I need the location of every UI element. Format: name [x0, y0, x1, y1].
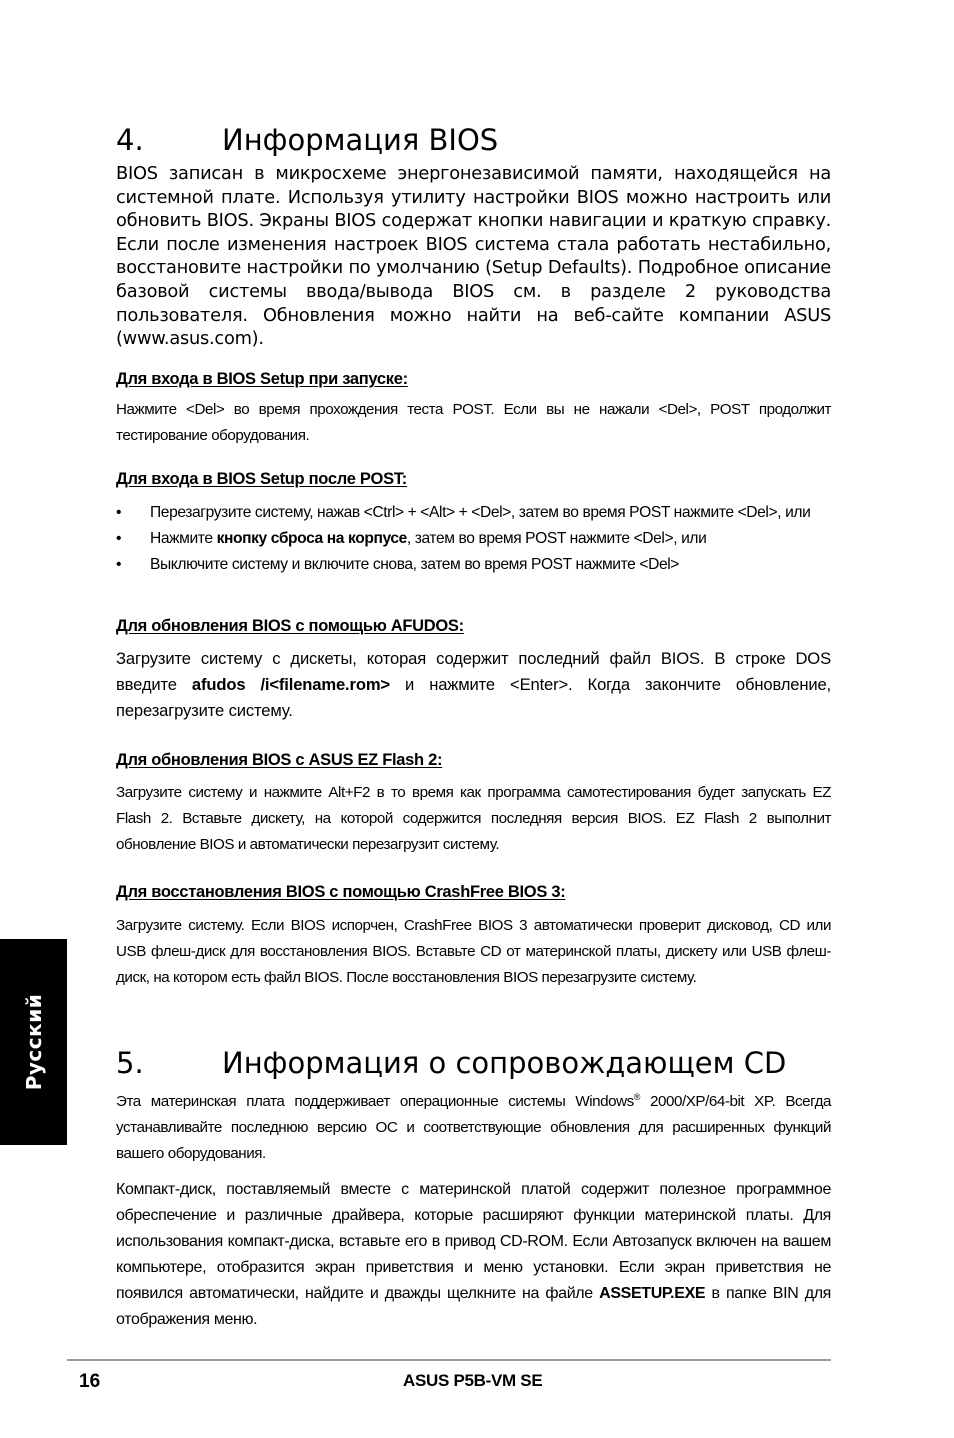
section-5-title — [116, 1045, 786, 1081]
list-item: • Выключите систему и включите снова, затем во время POST нажмите <Del> — [116, 552, 831, 578]
bullet: • — [116, 556, 122, 573]
language-side-tab — [0, 939, 67, 1145]
section-5-title-text: Информация о сопровождающем CD — [222, 1046, 787, 1080]
bullet: • — [116, 530, 122, 547]
section-5-number: 5. — [116, 1046, 144, 1080]
product-model: ASUS P5B-VM SE — [403, 1371, 543, 1390]
crashfree-heading: Для восстановления BIOS с помощью CrashFree BIOS 3: — [116, 883, 566, 901]
bios-enter-after-post-heading: Для входа в BIOS Setup после POST: — [116, 470, 407, 488]
cd-contents-paragraph: Компакт-диск, поставляемый вместе с материнской платой содержит полезное программное обреспечение и различные драйвера, которые расширяют функции материнской платы. Для использования компакт-диска, вставьте его в привод CD-ROM. Если Автозапуск включен на вашем компьютере, отобразится экран приветствия и меню установки. Если экран приветствия не появился автоматически, найдите и дважды щелкните на файле ASSETUP.EXE в папке BIN для отображения меню. — [116, 1181, 831, 1328]
page-number: 16 — [79, 1371, 101, 1392]
crashfree-text: Загрузите систему. Если BIOS испорчен, CrashFree BIOS 3 автоматически проверит дисковод, CD или USB флеш-диск для восстановления BIOS. Вставьте CD от материнской платы, дискету или USB флеш-диск, на котором есть файл BIOS. После восстановления BIOS перезагрузите систему. — [116, 917, 831, 986]
bios-enter-after-post-list — [116, 500, 831, 578]
reset-button-phrase: кнопку сброса на корпусе — [216, 530, 407, 547]
section-4-number: 4. — [116, 123, 144, 157]
bios-enter-on-boot-heading: Для входа в BIOS Setup при запуске: — [116, 370, 408, 388]
cd-os-support-paragraph: Эта материнская плата поддерживает операционные системы Windows® 2000/XP/64-bit XP. Всегда устанавливайте последнюю версию ОС и соответствующие обновления для расширенных функций вашего оборудования. — [116, 1092, 831, 1162]
bios-intro-paragraph: BIOS записан в микросхеме энергонезависимой памяти, находящейся на системной плате. Используя утилиту настройки BIOS можно настроить или обновить BIOS. Экраны BIOS содержат кнопки навигации и краткую справку. Если после изменения настроек BIOS система стала работать нестабильно, восстановите настройки по умолчанию (Setup Defaults). Подробное описание базовой системы ввода/вывода BIOS см. в разделе 2 руководства пользователя. Обновления можно найти на веб-сайте компании ASUS (www.asus.com). — [116, 163, 831, 350]
bullet: • — [116, 504, 122, 521]
language-label: Русский — [21, 993, 46, 1091]
ezflash-text: Загрузите систему и нажмите Alt+F2 в то время как программа самотестирования будет запускать EZ Flash 2. Вставьте дискету, на которой содержится последняя версия BIOS. EZ Flash 2 выполнит обновление BIOS и автоматически перезагрузит систему. — [116, 784, 831, 853]
list-item: • Нажмите кнопку сброса на корпусе, затем во время POST нажмите <Del>, или — [116, 526, 831, 552]
section-4-title — [116, 122, 498, 158]
list-item: • Перезагрузите систему, нажав <Ctrl> + <Alt> + <Del>, затем во время POST нажмите <Del>, или — [116, 500, 831, 526]
ezflash-heading: Для обновления BIOS с ASUS EZ Flash 2: — [116, 751, 443, 769]
assetup-filename: ASSETUP.EXE — [599, 1285, 706, 1302]
footer-divider — [67, 1359, 831, 1361]
afudos-heading: Для обновления BIOS с помощью AFUDOS: — [116, 617, 464, 635]
section-4-title-text: Информация BIOS — [222, 123, 499, 157]
bios-enter-on-boot-text: Нажмите <Del> во время прохождения теста POST. Если вы не нажали <Del>, POST продолжит тестирование оборудования. — [116, 401, 831, 444]
registered-mark: ® — [633, 1092, 640, 1102]
afudos-text: Загрузите систему с дискеты, которая содержит последний файл BIOS. В строке DOS введите afudos /i<filename.rom> и нажмите <Enter>. Когда закончите обновление, перезагрузите систему. — [116, 649, 832, 720]
afudos-command: afudos /i<filename.rom> — [191, 675, 390, 694]
